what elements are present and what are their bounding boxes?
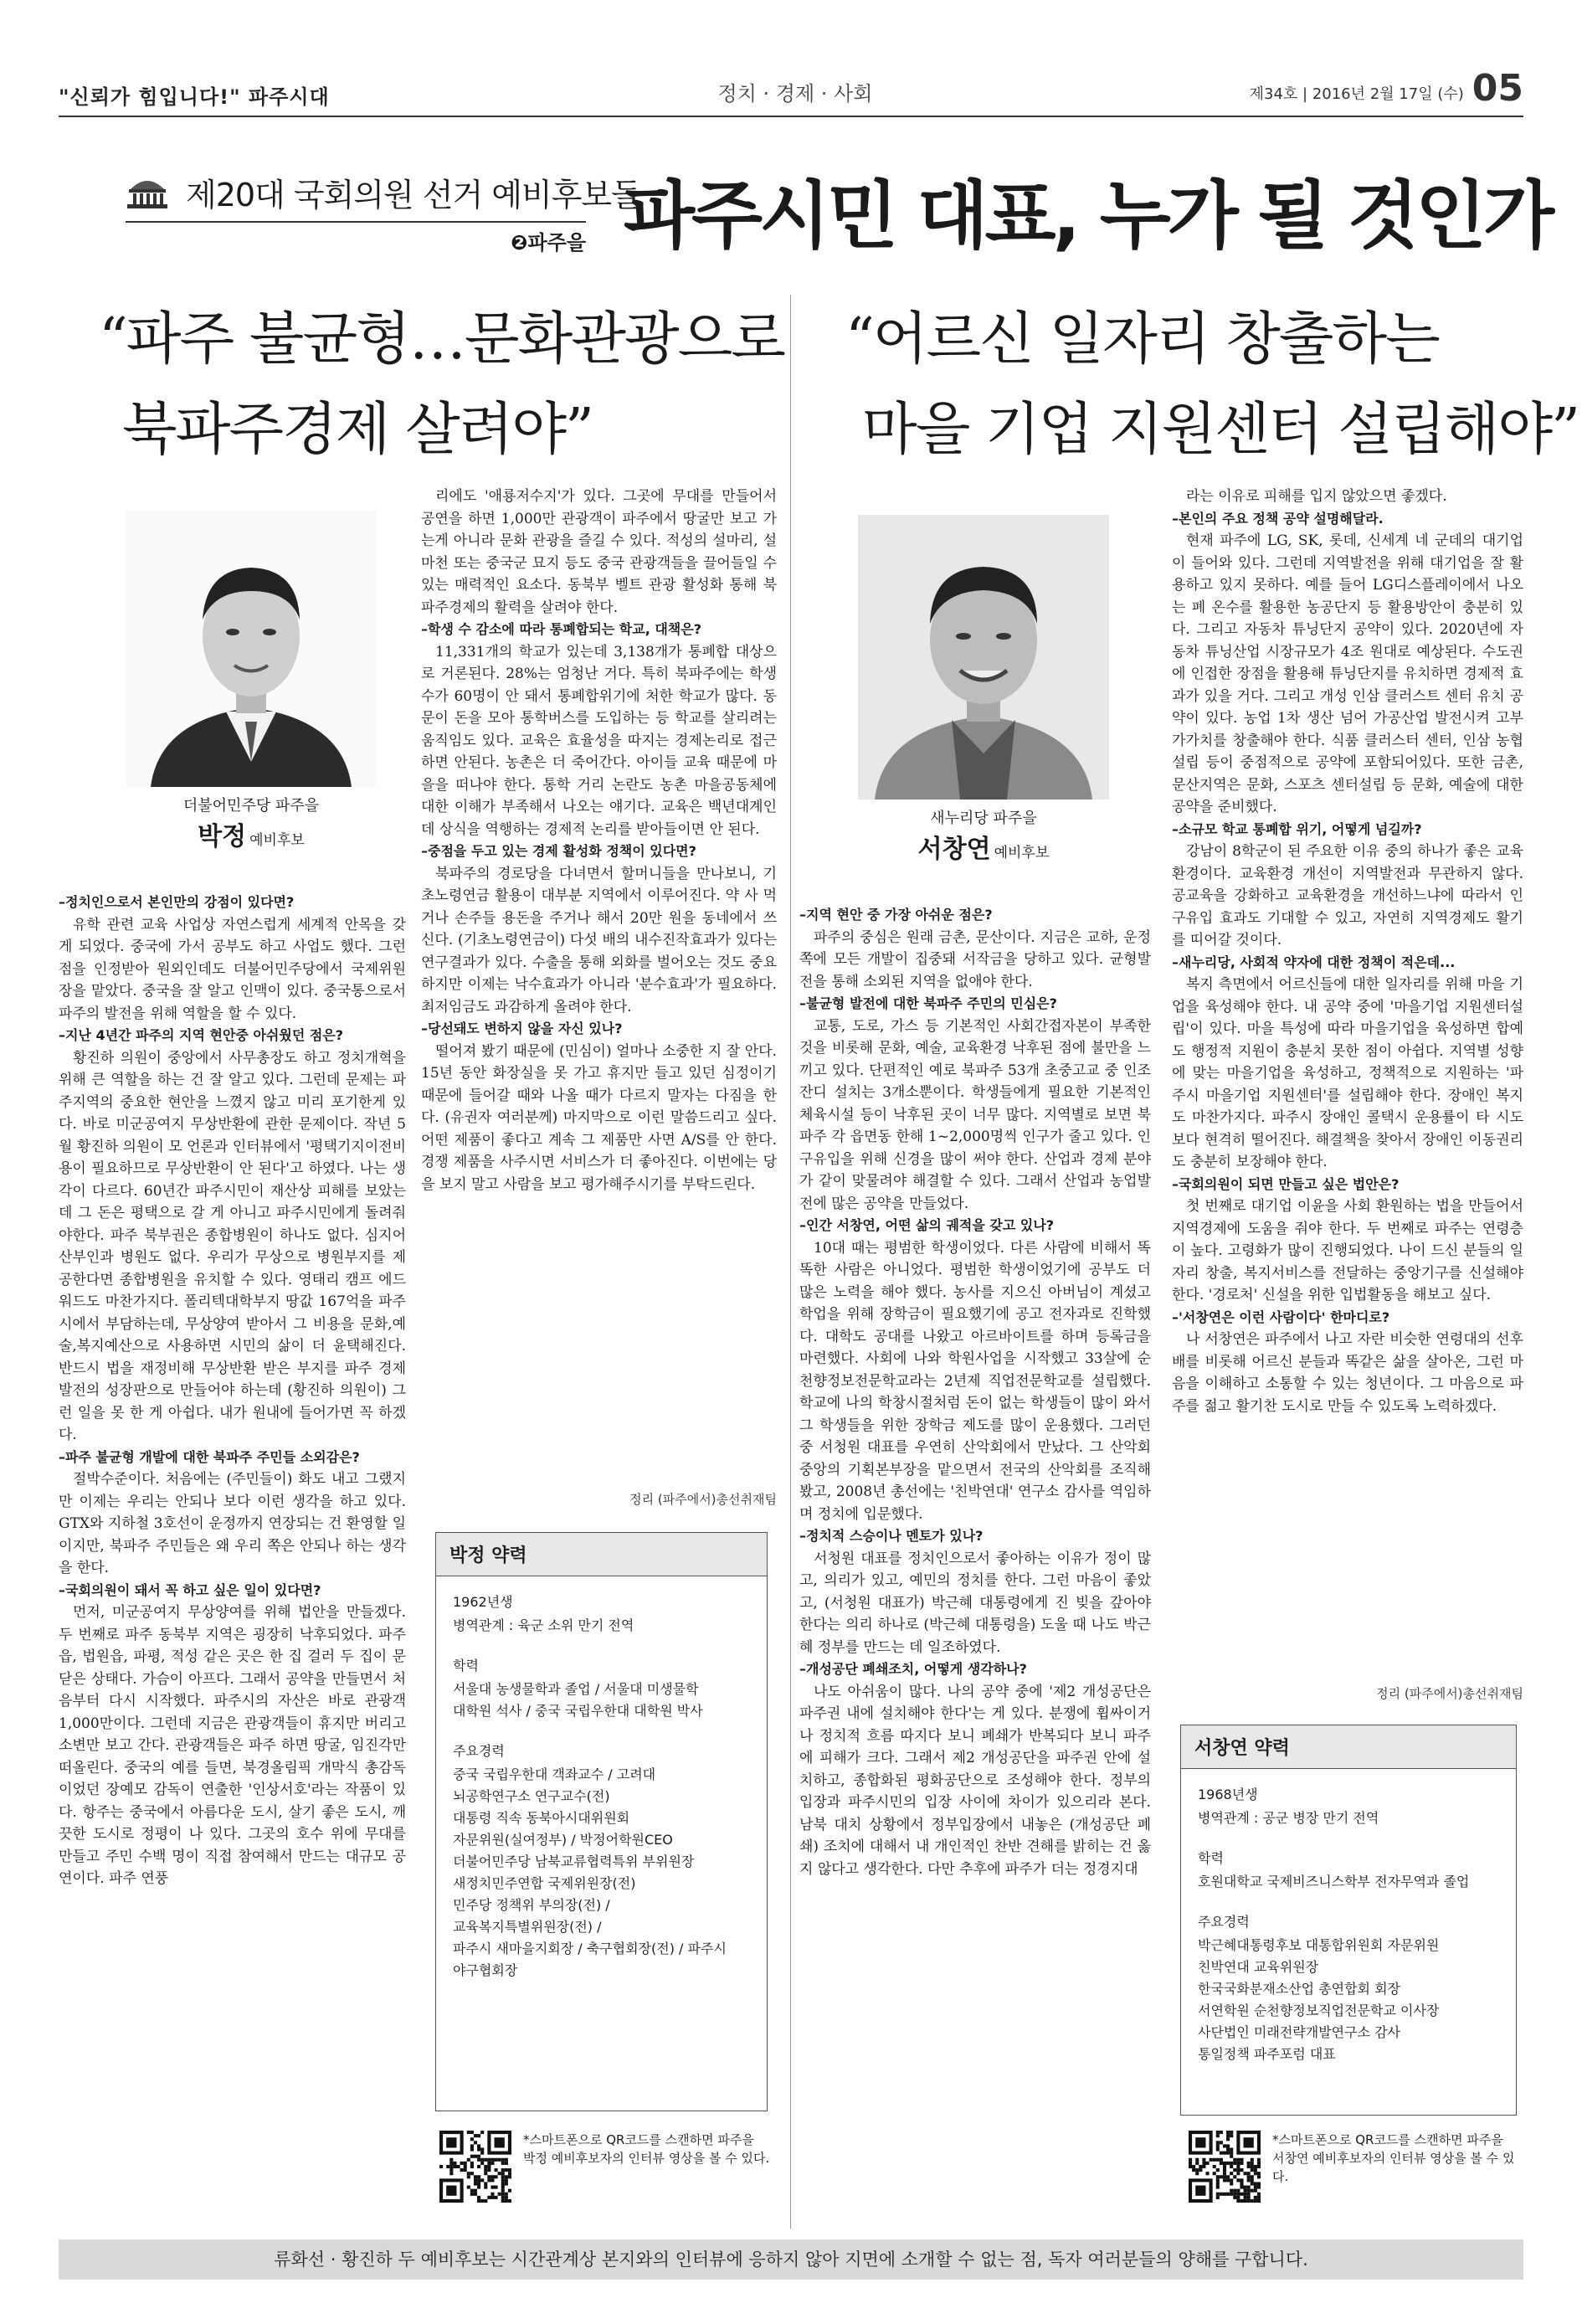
left-profile-title: 박정 약력 xyxy=(436,1533,767,1576)
series-subtitle: ❷파주을 xyxy=(511,231,586,255)
profile-line: 박근혜대통령후보 대통합위원회 자문위원 xyxy=(1198,1937,1440,1953)
interview-question: –인간 서창연, 어떤 삶의 궤적을 갖고 있나? xyxy=(799,1217,1055,1233)
left-quote-line1: “파주 불균형…문화관광으로 xyxy=(99,306,784,373)
right-candidate-caption xyxy=(858,800,1109,865)
interview-answer: 절박수준이다. 처음에는 (주민들이) 화도 내고 그랬지만 이제는 우리는 안되나 보다 이런 생각을 하고 있다. GTX와 지하철 3호선이 운정까지 연장되는 건 환영할 일이지만, 북파주 주민들은 왜 우리 쪽은 안되나 하는 생각을 한다. xyxy=(59,1471,406,1576)
masthead-slogan: "신뢰가 힘입니다!" 파주시대 xyxy=(59,85,330,109)
interview-question: –'서창연은 이런 사람이다' 한마디로? xyxy=(1172,1309,1390,1325)
profile-group-title: 1962년생 xyxy=(453,1594,513,1610)
interview-answer: 북파주의 경로당을 다녀면서 할머니들을 만나보니, 기초노령연금 활용이 대부분 지역에서 이루어진다. 약 사 먹거나 손주들 용돈을 주거나 해서 20만 원을 동네에서 쓰신다. (기초노령연금이) 다섯 배의 내수진작효과가 있다는 연구결과가 있다. 수출을 통해 외화를 벌어오는 것도 중요하지만 이제는 낙수효과가 아니라 '분수효과'가 필요하다. 최저임금도 과감하게 올려야 한다. xyxy=(421,865,777,1015)
left-qr-code[interactable] xyxy=(439,2131,511,2203)
right-byline: 정리 (파주에서)총선취재팀 xyxy=(1376,1686,1523,1701)
interview-question: –국회의원이 돼서 꼭 하고 싶은 일이 있다면? xyxy=(59,1581,321,1598)
left-byline: 정리 (파주에서)총선취재팀 xyxy=(629,1492,777,1507)
right-name: 서창연 xyxy=(917,835,991,864)
left-name: 박정 xyxy=(198,822,247,851)
profile-group xyxy=(453,1740,750,1982)
portrait-icon xyxy=(858,515,1109,800)
profile-line: 새정치민주연합 국제위원장(전) xyxy=(453,1875,636,1891)
profile-group xyxy=(1198,1911,1499,2065)
left-column-1 xyxy=(59,892,406,2235)
series-rule xyxy=(126,221,586,223)
interview-question: –본인의 주요 정책 공약 설명해달라. xyxy=(1172,510,1384,527)
interview-question: –새누리당, 사회적 약자에 대한 정책이 적은데... xyxy=(1172,954,1456,970)
left-quote-line2: 북파주경제 살려야” xyxy=(122,397,593,463)
profile-line: 대통령 직속 동북아시대위원회 xyxy=(453,1810,630,1826)
profile-line: 병역관계 : 공군 병장 만기 전역 xyxy=(1198,1810,1379,1826)
interview-answer: 교통, 도로, 가스 등 기본적인 사회간접자본이 부족한 것을 비롯해 문화, 예술, 교육환경 낙후된 점에 불만을 느끼고 있다. 단편적인 예로 북파주 53개 초중고교 중 인조잔디 설치는 3개소뿐이다. 학생들에게 필요한 기본적인 체육시설 등이 낙후된 곳이 너무 많다. 지역별로 보면 북파주 각 읍면동 한해 1~2,000명씩 인구가 줄고 있다. 인구유입을 위해 신경을 많이 써야 한다. 산업과 경제 분야가 같이 맞물려야 해결할 수 있다. 그래서 산업과 농업발전에 많은 공약을 만들었다. xyxy=(799,1017,1151,1212)
left-profile-box xyxy=(435,1532,768,2111)
profile-group-title: 1968년생 xyxy=(1198,1787,1258,1802)
profile-group-title: 주요경력 xyxy=(1198,1914,1250,1930)
profile-group xyxy=(453,1591,750,1637)
profile-line: 사단법인 미래전략개발연구소 감사 xyxy=(1198,2024,1401,2040)
interview-answer: 첫 번째로 대기업 이윤을 사회 환원하는 법을 만들어서 지역경제에 도움을 줘야 한다. 두 번째로 파주는 연령층이 높다. 고령화가 많이 진행되었다. 나이 드신 분들의 일자리 창출, 복지서비스를 전달하는 중앙기구를 신설해야 한다. '경로처' 신설을 위한 입법활동을 해보고 싶다. xyxy=(1172,1198,1523,1303)
qr-code-icon xyxy=(1189,2131,1261,2203)
profile-line: 자문위원(실여정부) / 박정어학원CEO xyxy=(453,1832,673,1848)
profile-line: 통일정책 파주포럼 대표 xyxy=(1198,2046,1336,2062)
right-column-2 xyxy=(1172,486,1523,1683)
left-profile-body xyxy=(436,1576,767,2015)
profile-line: 야구협회장 xyxy=(453,1962,518,1978)
left-party: 더불어민주당 파주을 xyxy=(182,797,320,815)
interview-question: –소규모 학교 통폐합 위기, 어떻게 넘길까? xyxy=(1172,820,1422,837)
interview-answer: 복지 측면에서 어르신들에 대한 일자리를 위해 마을 기업을 육성해야 한다. 내 공약 중에 '마을기업 지원센터설립'이 있다. 마을 특성에 따라 마을기업을 육성하면 합예도 행정적 지원이 충분치 못한 점이 아쉽다. 지역별 성향에 맞는 마을기업을 육성하고, 정책적으로 지원하는 '파주시 마을기업 지원센터'를 설립해야 한다. 장애인 복지도 마찬가지다. 파주시 장애인 콜택시 운용률이 타 시도보다 현격히 떨어진다. 해결책을 찾아서 장애인 이동권리도 충분히 보장해야 한다. xyxy=(1172,976,1523,1170)
interview-answer: 현재 파주에 LG, SK, 롯데, 신세계 네 군데의 대기업이 들어와 있다. 그런데 지역발전을 위해 대기업을 잘 활용하고 있지 못하다. 예를 들어 LG디스플레이에서 나오는 폐 온수를 활용한 농공단지 등 활용방안이 충분히 있다. 그리고 자동차 튜닝단지 공약이 있다. 2020년에 자동차 튜닝산업 시장규모가 4조 원대로 예상된다. 수도권에 인접한 장점을 활용해 튜닝단지를 유치하면 경제적 효과가 있을 거다. 그리고 개성 인삼 클러스트 센터 유치 공약이 있다. 농업 1차 생산 넘어 가공산업 발전시켜 고부가가치를 창출해야 한다. 식품 클러스터 센터, 인삼 농협 설립 등이 중점적으로 공약에 포함되어있다. 또한 금촌, 문산지역은 문화, 스포츠 센터설립 등 문화, 예술에 대한 공약을 준비했다. xyxy=(1172,532,1523,815)
left-candidate-photo xyxy=(126,511,377,787)
interview-answer: 먼저, 미군공여지 무상양여를 위해 법안을 만들겠다. 두 번째로 파주 동북부 지역은 굉장히 낙후되었다. 파주읍, 법원읍, 파평, 적성 같은 곳은 한 집 걸러 두 집이 문 닫은 상태다. 가슴이 아프다. 그래서 공약을 만들면서 처음부터 다시 시작했다. 파주시의 자산은 바로 관광객 1,000만이다. 그런데 지금은 관광객들이 휴지만 버리고 소변만 보고 간다. 관광객들은 파주 하면 땅굴, 임진각만 떠올린다. 중국의 예를 들면, 북경올림픽 개막식 총감독이었던 장예모 감독이 연출한 '인상서호'라는 작품이 있다. 항주는 중국에서 아름다운 도시, 살기 좋은 도시, 깨끗한 도시로 정평이 나 있다. 그곳의 호수 위에 무대를 만들고 주민 수백 명이 직접 참여해서 만드는 대규모 공연이다. 파주 연풍 xyxy=(59,1604,406,1887)
interview-question: –정치인으로서 본인만의 강점이 있다면? xyxy=(59,894,295,910)
interview-question: –불균형 발전에 대한 북파주 주민의 민심은? xyxy=(799,995,1057,1011)
interview-answer: 나 서창연은 파주에서 나고 자란 비슷한 연령대의 선후배를 비롯해 어르신 분들과 똑같은 삶을 살아온, 그런 마음을 이해하고 소통할 수 있는 청년이다. 그 마음으로 파주를 젊고 활기찬 도시로 만들 수 있도록 노력하겠다. xyxy=(1172,1331,1523,1415)
right-candidate-photo xyxy=(858,515,1109,800)
profile-group-title: 학력 xyxy=(453,1658,479,1674)
profile-line: 중국 국립우한대 객좌교수 / 고려대 xyxy=(453,1766,656,1782)
interview-answer: 떨어져 봤기 때문에 (민심이) 얼마나 소중한 지 잘 안다. 15년 동안 화장실을 못 가고 휴지만 들고 있던 심정이기 때문에 들어갈 때와 나올 때가 다르지 말자는 다짐을 한다. (유권자 여러분께) 마지막으로 이런 말씀드리고 싶다. 어떤 제품이 좋다고 계속 그 제품만 사면 A/S를 안 한다. 경쟁 제품을 사주시면 서비스가 더 좋아진다. 이번에는 당을 보지 말고 사람을 보고 평가해주시기를 부탁드린다. xyxy=(421,1042,777,1193)
interview-answer: 파주의 중심은 원래 금촌, 문산이다. 지금은 교하, 운정쪽에 모든 개발이 집중돼 서작금을 당하고 있다. 균형발전을 통해 소외된 지역을 없애야 한다. xyxy=(799,928,1151,990)
right-qr-note: *스마트폰으로 QR코드를 스캔하면 파주을 서창연 예비후보자의 인터뷰 영상을 볼 수 있다. xyxy=(1272,2132,1515,2184)
profile-line: 뇌공학연구소 연구교수(전) xyxy=(453,1788,610,1804)
interview-question: –개성공단 폐쇄조치, 어떻게 생각하나? xyxy=(799,1661,1027,1677)
right-profile-body xyxy=(1181,1769,1516,2099)
left-candidate-caption xyxy=(126,787,377,852)
page-headline: 파주시민 대표, 누가 될 것인가 xyxy=(624,172,1552,259)
profile-line: 호원대학교 국제비즈니스학부 전자무역과 졸업 xyxy=(1198,1874,1470,1890)
interview-answer: 라는 이유로 피해를 입지 않았으면 좋겠다. xyxy=(1186,488,1447,505)
interview-question: –국회의원이 되면 만들고 싶은 법안은? xyxy=(1172,1175,1400,1192)
profile-line: 대학원 석사 / 중국 국립우한대 대학원 박사 xyxy=(453,1703,703,1719)
right-column-1 xyxy=(799,904,1151,2235)
interview-question: –당선돼도 변하지 않을 자신 있나? xyxy=(421,1021,623,1036)
interview-answer: 나도 아쉬움이 많다. 나의 공약 중에 '제2 개성공단은 파주권 내에 설치해야 한다'는 게 있다. 분쟁에 휩싸이거나 정치적 흐름 따지다 보니 폐쇄가 반복되다 보니 파주에 피해가 크다. 그래서 제2 개성공단을 파주권 안에 설치하고, 종합화된 평화공단으로 조성해야 한다. 정부의 입장과 파주시민의 입장 사이에 차이가 있으리라 본다. 남북 대치 상황에서 정부입장에서 내놓은 (개성공단 폐쇄) 조치에 대해서 내 개인적인 찬반 견해를 밝히는 건 옳지 않다고 생각한다. 다만 추후에 파주가 더는 정경지대 xyxy=(799,1683,1151,1878)
interview-question: –학생 수 감소에 따라 통폐합되는 학교, 대책은? xyxy=(421,621,701,637)
left-qr-note: *스마트폰으로 QR코드를 스캔하면 파주을 박정 예비후보자의 인터뷰 영상을 볼 수 있다. xyxy=(523,2132,770,2166)
interview-answer: 강남이 8학군이 된 주요한 이유 중의 하나가 좋은 교육환경이다. 교육환경 개선이 지역발전과 무관하지 않다. 공교육을 강화하고 교육환경을 개선하느냐에 따라서 인구유입 효과도 기대할 수 있고, 자연히 지역경제도 활기를 띠어갈 것이다. xyxy=(1172,843,1523,949)
interview-answer: 11,331개의 학교가 있는데 3,138개가 통폐합 대상으로 거론된다. 28%는 엄청난 거다. 특히 북파주에는 학생 수가 60명이 안 돼서 통폐합위기에 처한 학교가 많다. 동문이 돈을 모아 통학버스를 도입하는 등 학교를 살리려는 움직임도 있다. 교육은 효율성을 따지는 경제논리로 접근하면 안된다. 농촌은 더 죽어간다. 아이들 교육 때문에 마을을 떠나야 한다. 통학 거리 논란도 농촌 마을공동체에 대한 이해가 부족해서 나오는 얘기다. 교육은 백년대계인데 상식을 역행하는 경제적 논리를 받아들이면 안 된다. xyxy=(421,643,777,838)
right-party: 새누리당 파주을 xyxy=(930,810,1037,827)
interview-question: –파주 불균형 개발에 대한 북파주 주민들 소외감은? xyxy=(59,1448,360,1465)
column-divider xyxy=(790,295,791,2229)
profile-line: 서울대 농생물학과 졸업 / 서울대 미생물학 xyxy=(453,1681,699,1697)
series-label xyxy=(126,166,641,255)
interview-answer: 리에도 '애룡저수지'가 있다. 그곳에 무대를 만들어서 공연을 하면 1,000만 관광객이 파주에서 땅굴만 보고 가는게 아니라 문화 관광을 즐길 수 있다. 적성의 설마리, 설마천 또는 중국군 묘지 등도 중국 관광객들을 끌어들일 수 있는 매력적인 요소다. 동북부 벨트 관광 활성화 통해 북파주경제의 활력을 살려야 한다. xyxy=(421,488,777,616)
portrait-icon xyxy=(126,511,377,787)
right-quote-line2: 마을 기업 지원센터 설립해야” xyxy=(862,397,1579,463)
section-label: 정치 · 경제 · 사회 xyxy=(717,82,873,105)
right-quote-line1: “어르신 일자리 창출하는 xyxy=(845,306,1439,373)
profile-line: 병역관계 : 육군 소위 만기 전역 xyxy=(453,1617,634,1633)
profile-group-title: 주요경력 xyxy=(453,1743,505,1759)
profile-group xyxy=(453,1655,750,1722)
profile-line: 파주시 새마을지회장 / 축구협회장(전) / 파주시 xyxy=(453,1941,727,1956)
footer-notice: 류화선 · 황진하 두 예비후보는 시간관계상 본지와의 인터뷰에 응하지 않아 지면에 소개할 수 없는 점, 독자 여러분들의 양해를 구합니다. xyxy=(59,2239,1523,2280)
profile-line: 더불어민주당 남북교류협력특위 부위원장 xyxy=(453,1854,695,1869)
right-qr-code[interactable] xyxy=(1189,2131,1261,2203)
interview-answer: 유학 관련 교육 사업상 자연스럽게 세계적 안목을 갖게 되었다. 중국에 가서 공부도 하고 사업도 했다. 그런 점을 인정받아 원외인데도 더불어민주당에서 국제위원장을 맡았다. 중국을 잘 알고 인맥이 있다. 중국통으로서 파주의 발전을 위해 역할을 할 수 있다. xyxy=(59,916,406,1022)
profile-line: 교육복지특별위원장(전) / xyxy=(453,1919,602,1935)
interview-answer: 서청원 대표를 정치인으로서 좋아하는 이유가 정이 많고, 의리가 있고, 예민의 정치를 한다. 그런 마음이 좋았고, (서청원 대표가) 박근혜 대통령에게 진 빚을 갚아야 한다는 의리 하나로 (박근혜 대통령을) 도울 때 나도 박근혜 정부를 만드는 데 일조하였다. xyxy=(799,1550,1151,1656)
right-profile-box xyxy=(1180,1725,1517,2116)
interview-question: –지역 현안 중 가장 아쉬운 점은? xyxy=(799,907,993,923)
interview-question: –정치적 스승이나 멘토가 있나? xyxy=(799,1528,984,1544)
profile-line: 한국국화분재소산업 총연합회 회장 xyxy=(1198,1981,1401,1997)
right-role: 예비후보 xyxy=(994,845,1050,861)
profile-group-title: 학력 xyxy=(1198,1850,1224,1866)
left-column-2 xyxy=(421,486,777,1490)
left-role: 예비후보 xyxy=(249,832,305,849)
issue-date: 제34호 | 2016년 2월 17일 (수) xyxy=(1249,85,1464,103)
qr-code-icon xyxy=(439,2131,511,2203)
profile-group xyxy=(1198,1784,1499,1829)
profile-line: 서연학원 순천향정보직업전문학교 이사장 xyxy=(1198,2003,1440,2018)
national-assembly-icon xyxy=(126,171,169,209)
interview-answer: 황진하 의원이 중앙에서 사무총장도 하고 정치개혁을 위해 큰 역할을 하는 건 잘 알고 있다. 그런데 문제는 파주지역의 중요한 현안을 느꼈지 않고 미리 포기한게 있다. 바로 미군공여지 무상반환에 관한 문제이다. 작년 5월 황진하 의원이 모 언론과 인터뷰에서 '평택기지이전비용이 필요하므로 무상반환이 안 된다'고 하였다. 나는 생각이 다르다. 60년간 파주시민이 재산상 피해를 보았는데 그 돈은 평택으로 갈 게 아니고 파주시민에게 돌려줘야한다. 파주 북부권은 종합병원이 하나도 없다. 심지어 산부인과 병원도 없다. 우리가 무상으로 병원부지를 제공한다면 종합병원을 유치할 수 있다. 영태리 캠프 에드워드도 마찬가지다. 폴리텍대학부지 땅값 167억을 파주시에서 부담하는데, 무상양여 받아서 그 비용을 문화,예술,복지예산으로 사용하면 시민의 삶이 더 윤택해진다. 반드시 법을 재정비해 무상반환 받은 부지를 파주 경제발전의 성장판으로 만들어야 하는데 (황진하 의원이) 그런 일을 못 한 게 아쉽다. 내가 원내에 들어가면 꼭 하겠다. xyxy=(59,1049,406,1443)
series-title: 제20대 국회의원 선거 예비후보들 xyxy=(186,177,641,213)
interview-question: –지난 4년간 파주의 지역 현안중 아쉬웠던 점은? xyxy=(59,1027,344,1043)
profile-line: 민주당 정책위 부의장(전) / xyxy=(453,1897,610,1913)
interview-question: –중점을 두고 있는 경제 활성화 정책이 있다면? xyxy=(421,843,696,859)
issue-info xyxy=(1250,69,1523,109)
interview-answer: 10대 때는 평범한 학생이었다. 다른 사람에 비해서 똑똑한 사람은 아니었다. 평범한 학생이었기에 공부도 더 많은 노력을 해야 했다. 농사를 지으신 아버님이 계셨고 학업을 위해 장학금이 필요했기에 공고 전자과로 진학했다. 대학도 공대를 나왔고 아르바이트를 하며 등록금을 마련했다. 사회에 나와 학원사업을 시작했고 33살에 순천향정보전문학교라는 2년제 직업전문학교를 설립했다. 학교에 나의 학창시절처럼 돈이 없는 학생들이 많이 와서 그 학생들을 위한 장학금 제도를 많이 운용했다. 그러던 중 서청원 대표를 우연히 산악회에서 만났다. 그 산악회 중앙의 기획본부장을 맡으면서 전국의 산악회를 조직해봤고, 2008년 총선에는 '친박연대' 연구소 감사를 역임하며 정치에 입문했다. xyxy=(799,1239,1151,1523)
right-profile-title: 서창연 약력 xyxy=(1181,1725,1516,1769)
profile-group xyxy=(1198,1848,1499,1893)
profile-line: 친박연대 교육위원장 xyxy=(1198,1959,1319,1975)
page-number: 05 xyxy=(1472,67,1523,110)
